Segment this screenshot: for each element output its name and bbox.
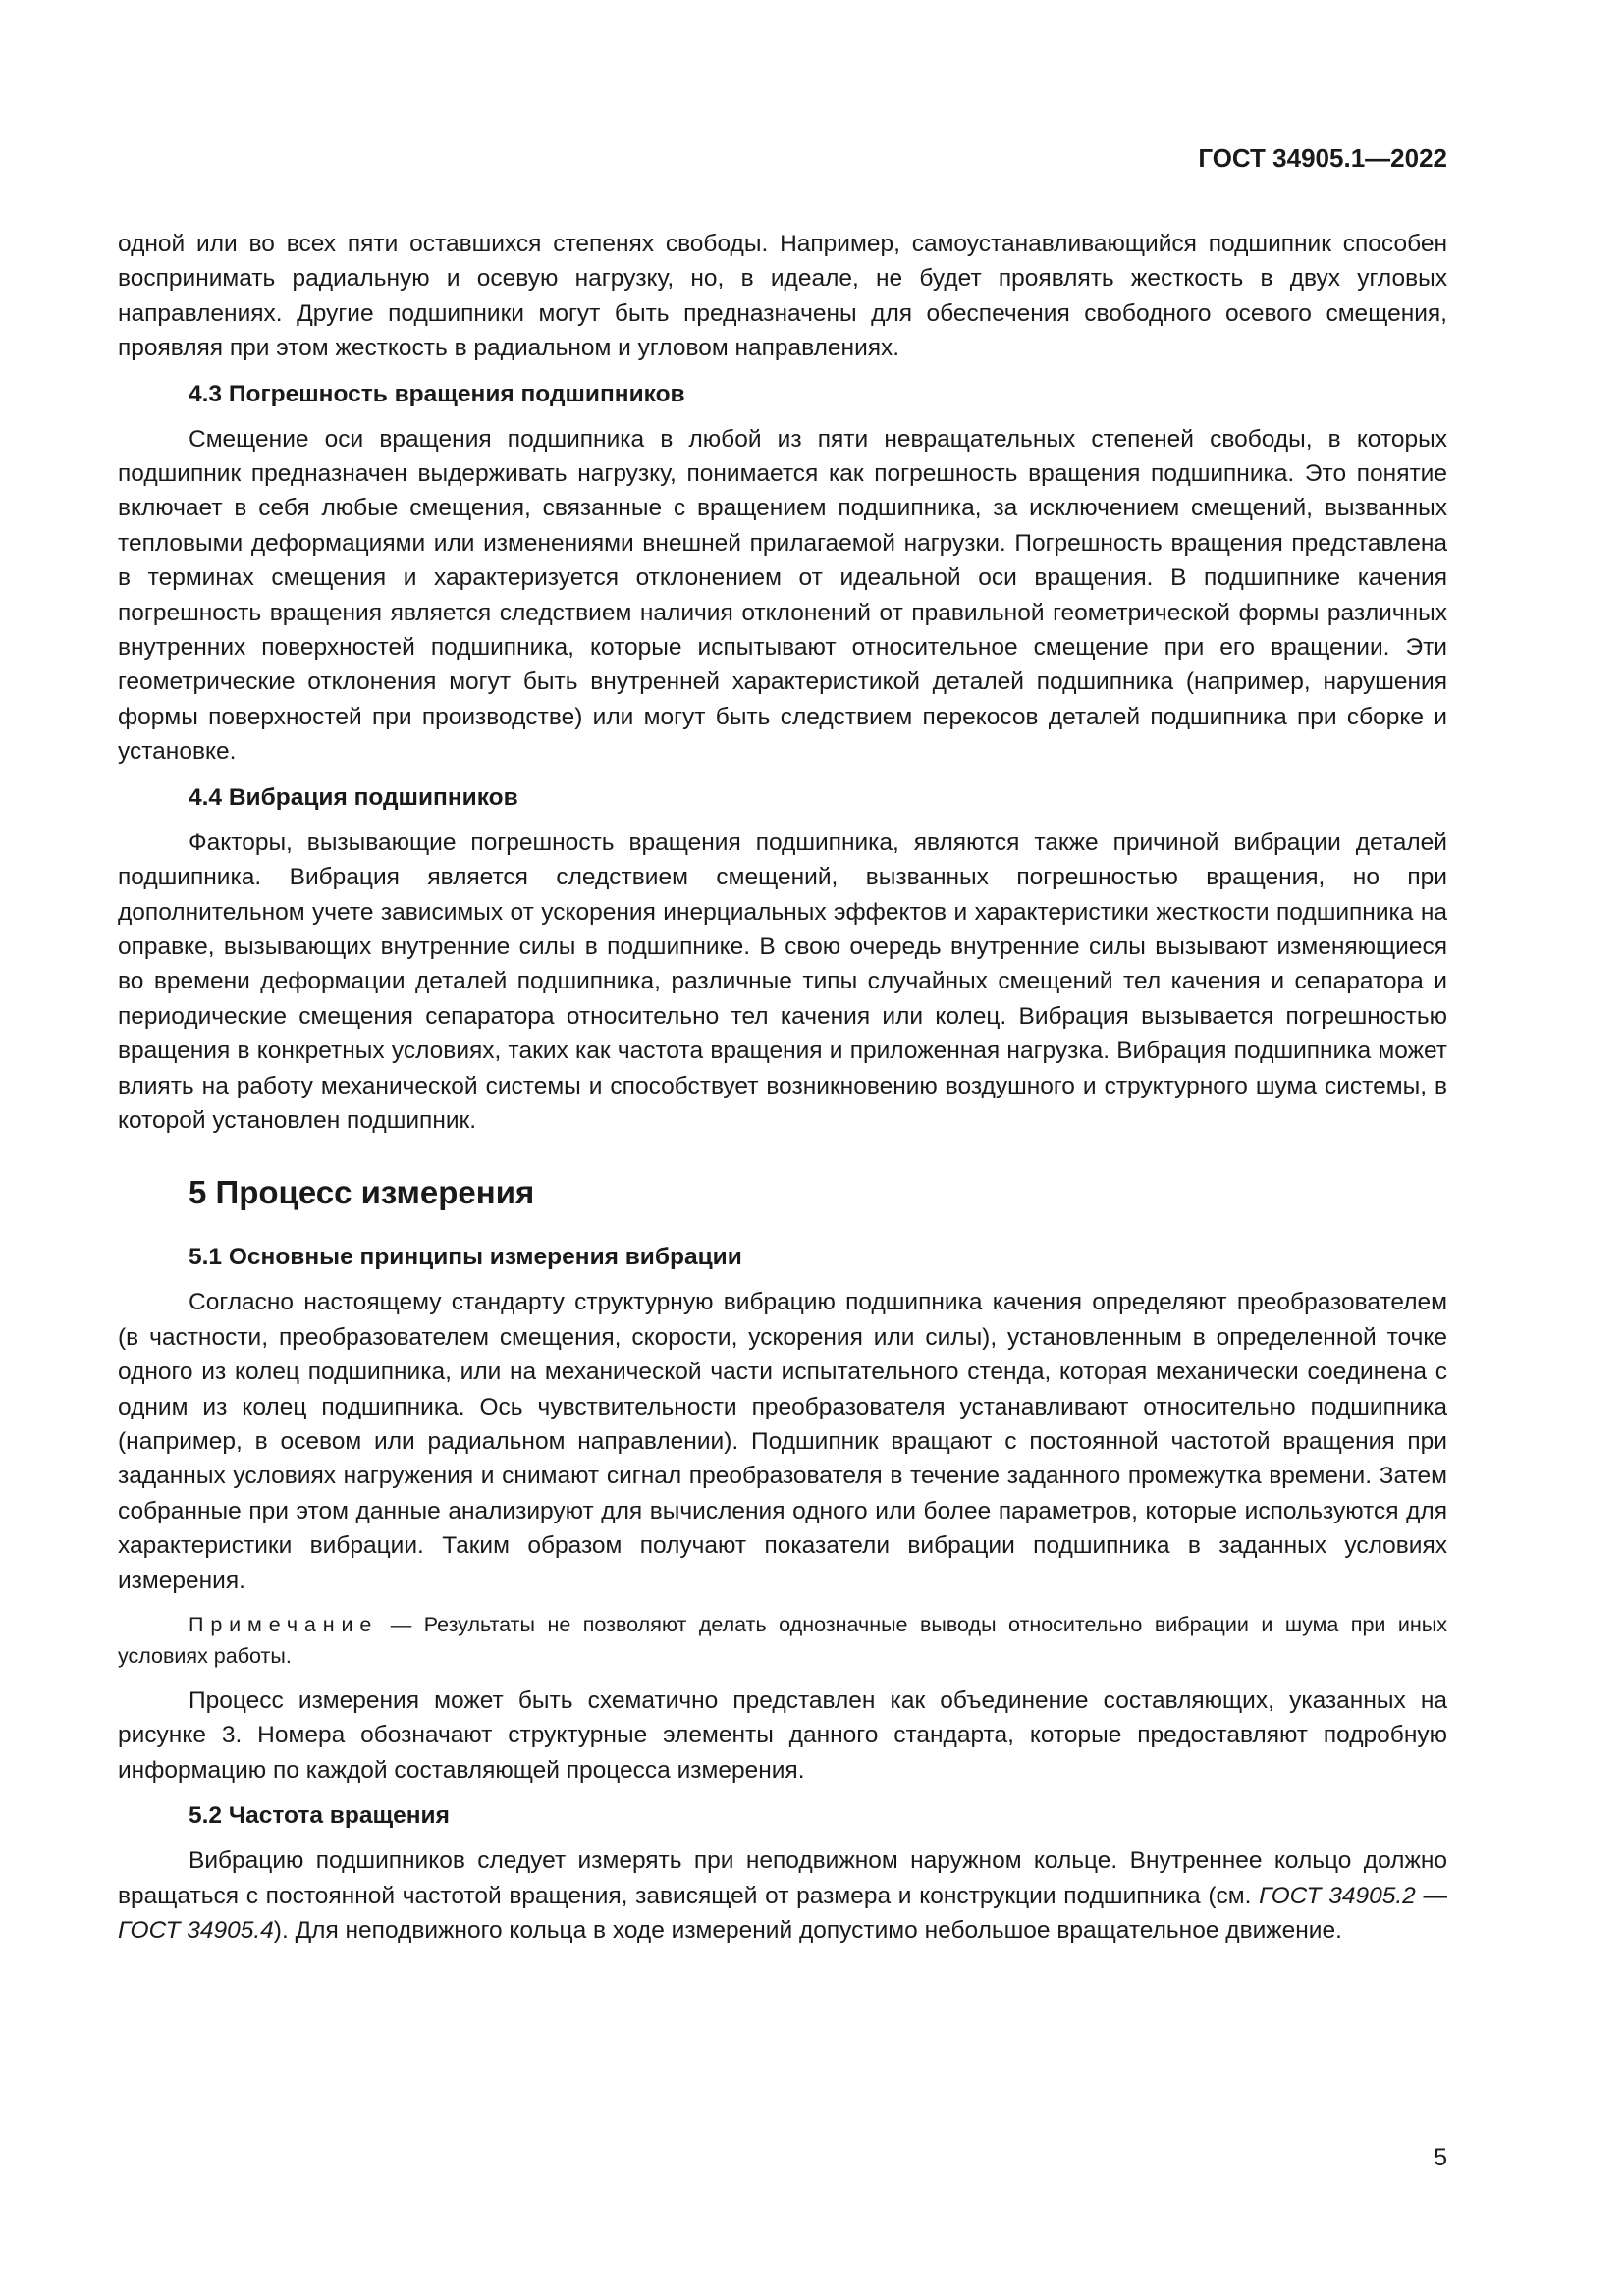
section-5-title: 5 Процесс измерения: [189, 1174, 535, 1211]
document-code: ГОСТ 34905.1—2022: [1198, 143, 1447, 173]
page-number: 5: [1434, 2144, 1447, 2171]
paragraph-intro: одной или во всех пяти оставшихся степенях свободы. Например, самоустанавливающийся подшипник способен воспринимать радиальную и осевую нагрузку, но, в идеале, не будет проявлять жесткость в двух угловых направлениях. Другие подшипники могут быть предназначены для обеспечения свободного осевого смещения, проявляя при этом жесткость в радиальном и угловом направлениях.: [118, 231, 1447, 362]
section-4-4-paragraph: Факторы, вызывающие погрешность вращения подшипника, являются также причиной вибрации деталей подшипника. Вибрация является следствием смещений, вызванных погрешностью вращения, но при дополнительном учете зависимых от ускорения инерциальных эффектов и характеристики жесткости подшипника на оправке, вызывающих внутренние силы в подшипнике. В свою очередь внутренние силы вызывают изменяющиеся во времени деформации деталей подшипника, различные типы случайных смещений тел качения и сепаратора и периодические смещения сепаратора относительно тел качения или колец. Вибрация вызывается погрешностью вращения в конкретных условиях, таких как частота вращения и приложенная нагрузка. Вибрация подшипника может влиять на работу механической системы и способствует возникновению воздушного и структурного шума системы, в которой установлен подшипник.: [118, 828, 1447, 1134]
section-5-1-title: 5.1 Основные принципы измерения вибрации: [189, 1244, 742, 1271]
section-5-1-paragraph-1: Согласно настоящему стандарту структурную вибрацию подшипника качения определяют преобразователем (в частности, преобразователем смещения, скорости, ускорения или силы), установленным в определенной точке одного из колец подшипника, или на механической части испытательного стенда, которая механически соединена с одним из колец подшипника. Ось чувствительности преобразователя устанавливают относительно подшипника (например, в осевом или радиальном направлении). Подшипник вращают с постоянной частотой вращения при заданных условиях нагружения и снимают сигнал преобразователя в течение заданного промежутка времени. Затем собранные при этом данные анализируют для вычисления одного или более параметров, которые используются для характеристики вибрации. Таким образом получают показатели вибрации подшипника в заданных условиях измерения.: [118, 1289, 1447, 1594]
section-5-2-paragraph: [118, 1843, 1447, 1948]
section-4-3-paragraph: Смещение оси вращения подшипника в любой из пяти невращательных степеней свободы, в которых подшипник предназначен выдерживать нагрузку, понимается как погрешность вращения подшипника. Это понятие включает в себя любые смещения, связанные с вращением подшипника, за исключением смещений, вызванных тепловыми деформациями или изменениями внешней прилагаемой нагрузки. Погрешность вращения представлена в терминах смещения и характеризуется отклонением от идеальной оси вращения. В подшипнике качения погрешность вращения является следствием наличия отклонений от правильной геометрической формы различных внутренних поверхностей подшипника, которые испытывают относительное смещение при его вращении. Эти геометрические отклонения могут быть внутренней характеристикой деталей подшипника (например, нарушения формы поверхностей при производстве) или могут быть следствием перекосов деталей подшипника при сборке и установке.: [118, 425, 1447, 766]
section-4-4-title: 4.4 Вибрация подшипников: [189, 783, 518, 811]
section-5-2-text-a: Вибрацию подшипников следует измерять при неподвижном наружном кольце. Внутреннее кольцо должно вращаться с постоянной частотой вращения, зависящей от размера и конструкции подшипника (см.: [118, 1847, 1447, 1909]
note-text: — Результаты не позволяют делать однозначные выводы относительно вибрации и шума при иных условиях работы.: [118, 1613, 1447, 1668]
standard-reference: ГОСТ 34905.2 — ГОСТ 34905.4: [118, 1882, 1448, 1945]
section-5-2-text-b: ). Для неподвижного кольца в ходе измерений допустимо небольшое вращательное движение.: [273, 1917, 1342, 1945]
section-5-2-title: 5.2 Частота вращения: [189, 1802, 450, 1830]
section-4-3-title: 4.3 Погрешность вращения подшипников: [189, 380, 685, 407]
document-body: [118, 227, 1447, 1948]
note-label: Примечание: [189, 1613, 379, 1636]
note: [118, 1609, 1447, 1672]
document-page: [118, 145, 1447, 2207]
section-5-1-paragraph-2: Процесс измерения может быть схематично представлен как объединение составляющих, указанных на рисунке 3. Номера обозначают структурные элементы данного стандарта, которые предоставляют подробную информацию по каждой составляющей процесса измерения.: [118, 1687, 1447, 1784]
